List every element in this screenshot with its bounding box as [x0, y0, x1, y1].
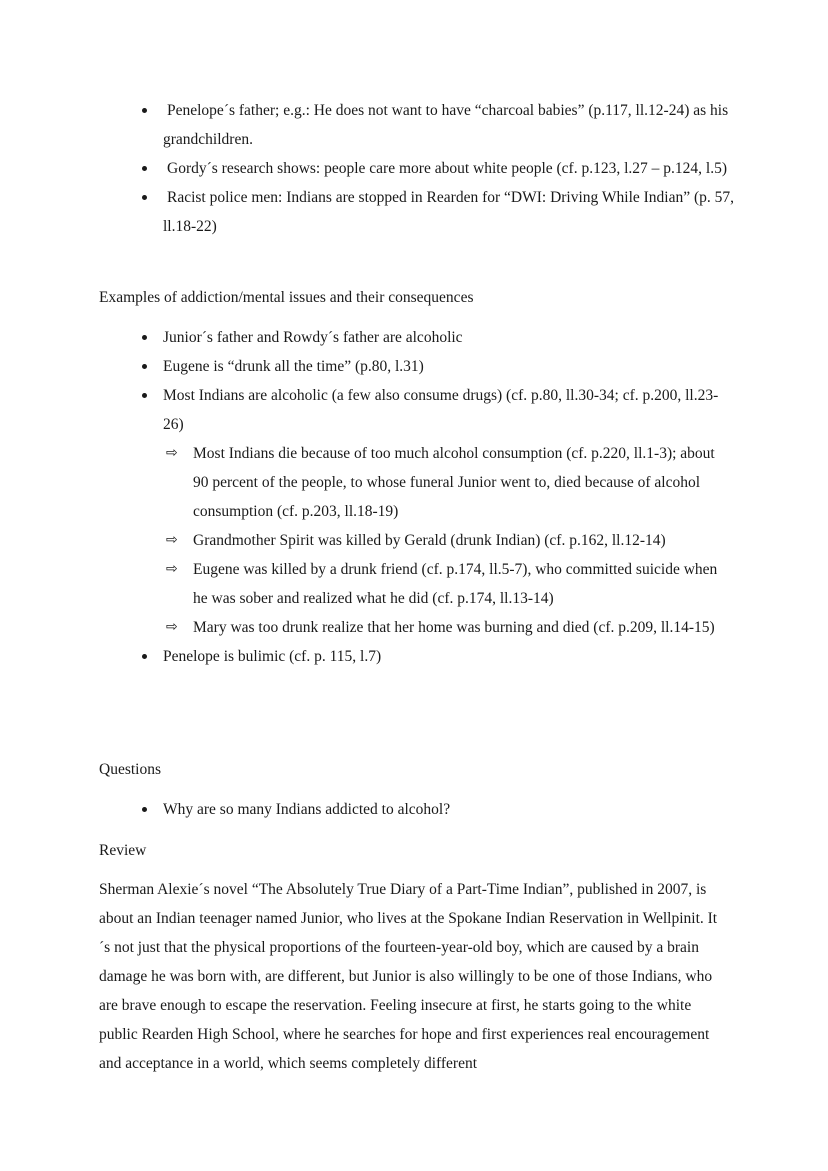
list-item-text: Racist police men: Indians are stopped in Rearden for “DWI: Driving While Indian” (p. 57, ll.18-22) [163, 189, 735, 235]
list-item [0, 154, 828, 183]
arrow-right-icon: ⇨ [166, 619, 178, 635]
addiction-block [0, 323, 828, 671]
list-item [0, 642, 828, 671]
consequences-list [0, 439, 828, 642]
questions-heading: Questions [99, 761, 161, 778]
list-item [0, 439, 828, 526]
list-item-text: Penelope´s father; e.g.: He does not want to have “charcoal babies” (p.117, ll.12-24) as his grandchildren. [163, 102, 729, 148]
list-item-text: Eugene is “drunk all the time” (p.80, l.31) [163, 358, 424, 375]
addiction-heading: Examples of addiction/mental issues and their consequences [99, 289, 474, 306]
bullet-dot-icon [142, 393, 147, 398]
list-item-text: Penelope is bulimic (cf. p. 115, l.7) [163, 648, 382, 665]
arrow-right-icon: ⇨ [166, 561, 178, 577]
racism-examples-block [0, 96, 828, 241]
bullet-dot-icon [142, 335, 147, 340]
list-item [0, 96, 828, 154]
bullet-dot-icon [142, 654, 147, 659]
list-item [0, 555, 828, 613]
list-item-text: Eugene was killed by a drunk friend (cf. p.174, ll.5-7), who committed suicide when he was sober and realized what he did (cf. p.174, ll.13-14) [193, 561, 718, 607]
bullet-dot-icon [142, 364, 147, 369]
questions-list [0, 795, 828, 824]
racism-examples-list [0, 96, 828, 241]
list-item [0, 613, 828, 642]
list-item-text: Mary was too drunk realize that her home was burning and died (cf. p.209, ll.14-15) [193, 619, 715, 636]
list-item [0, 526, 828, 555]
bullet-dot-icon [142, 166, 147, 171]
bulimia-list [0, 642, 828, 671]
list-item-text: Gordy´s research shows: people care more about white people (cf. p.123, l.27 – p.124, l.5) [167, 160, 727, 177]
addiction-list [0, 323, 828, 439]
review-heading: Review [99, 842, 147, 859]
arrow-right-icon: ⇨ [166, 532, 178, 548]
arrow-right-icon: ⇨ [166, 445, 178, 461]
list-item-text: Most Indians die because of too much alcohol consumption (cf. p.220, ll.1-3); about 90 percent of the people, to whose funeral Junior went to, died because of alcohol consumption (cf. p.203, ll.18-19) [193, 445, 715, 520]
list-item-text: Why are so many Indians addicted to alcohol? [163, 801, 451, 818]
list-item-text: Grandmother Spirit was killed by Gerald (drunk Indian) (cf. p.162, ll.12-14) [193, 532, 666, 549]
list-item-text: Most Indians are alcoholic (a few also consume drugs) (cf. p.80, ll.30-34; cf. p.200, ll.23-26) [163, 387, 719, 433]
review-paragraph: Sherman Alexie´s novel “The Absolutely True Diary of a Part-Time Indian”, published in 2007, is about an Indian teenager named Junior, who lives at the Spokane Indian Reservation in Wellpinit. It´s not just that the physical proportions of the fourteen-year-old boy, which are caused by a brain damage he was born with, are different, but Junior is also willingly to be one of those Indians, who are brave enough to escape the reservation. Feeling insecure at first, he starts going to the white public Rearden High School, where he searches for hope and first experiences real encouragement and acceptance in a world, which seems completely different [99, 881, 718, 1072]
bullet-dot-icon [142, 195, 147, 200]
bullet-dot-icon [142, 108, 147, 113]
list-item-text: Junior´s father and Rowdy´s father are alcoholic [163, 329, 463, 346]
questions-block [0, 795, 828, 824]
list-item [0, 183, 828, 241]
list-item [0, 795, 828, 824]
list-item [0, 323, 828, 352]
list-item [0, 352, 828, 381]
list-item [0, 381, 828, 439]
bullet-dot-icon [142, 807, 147, 812]
